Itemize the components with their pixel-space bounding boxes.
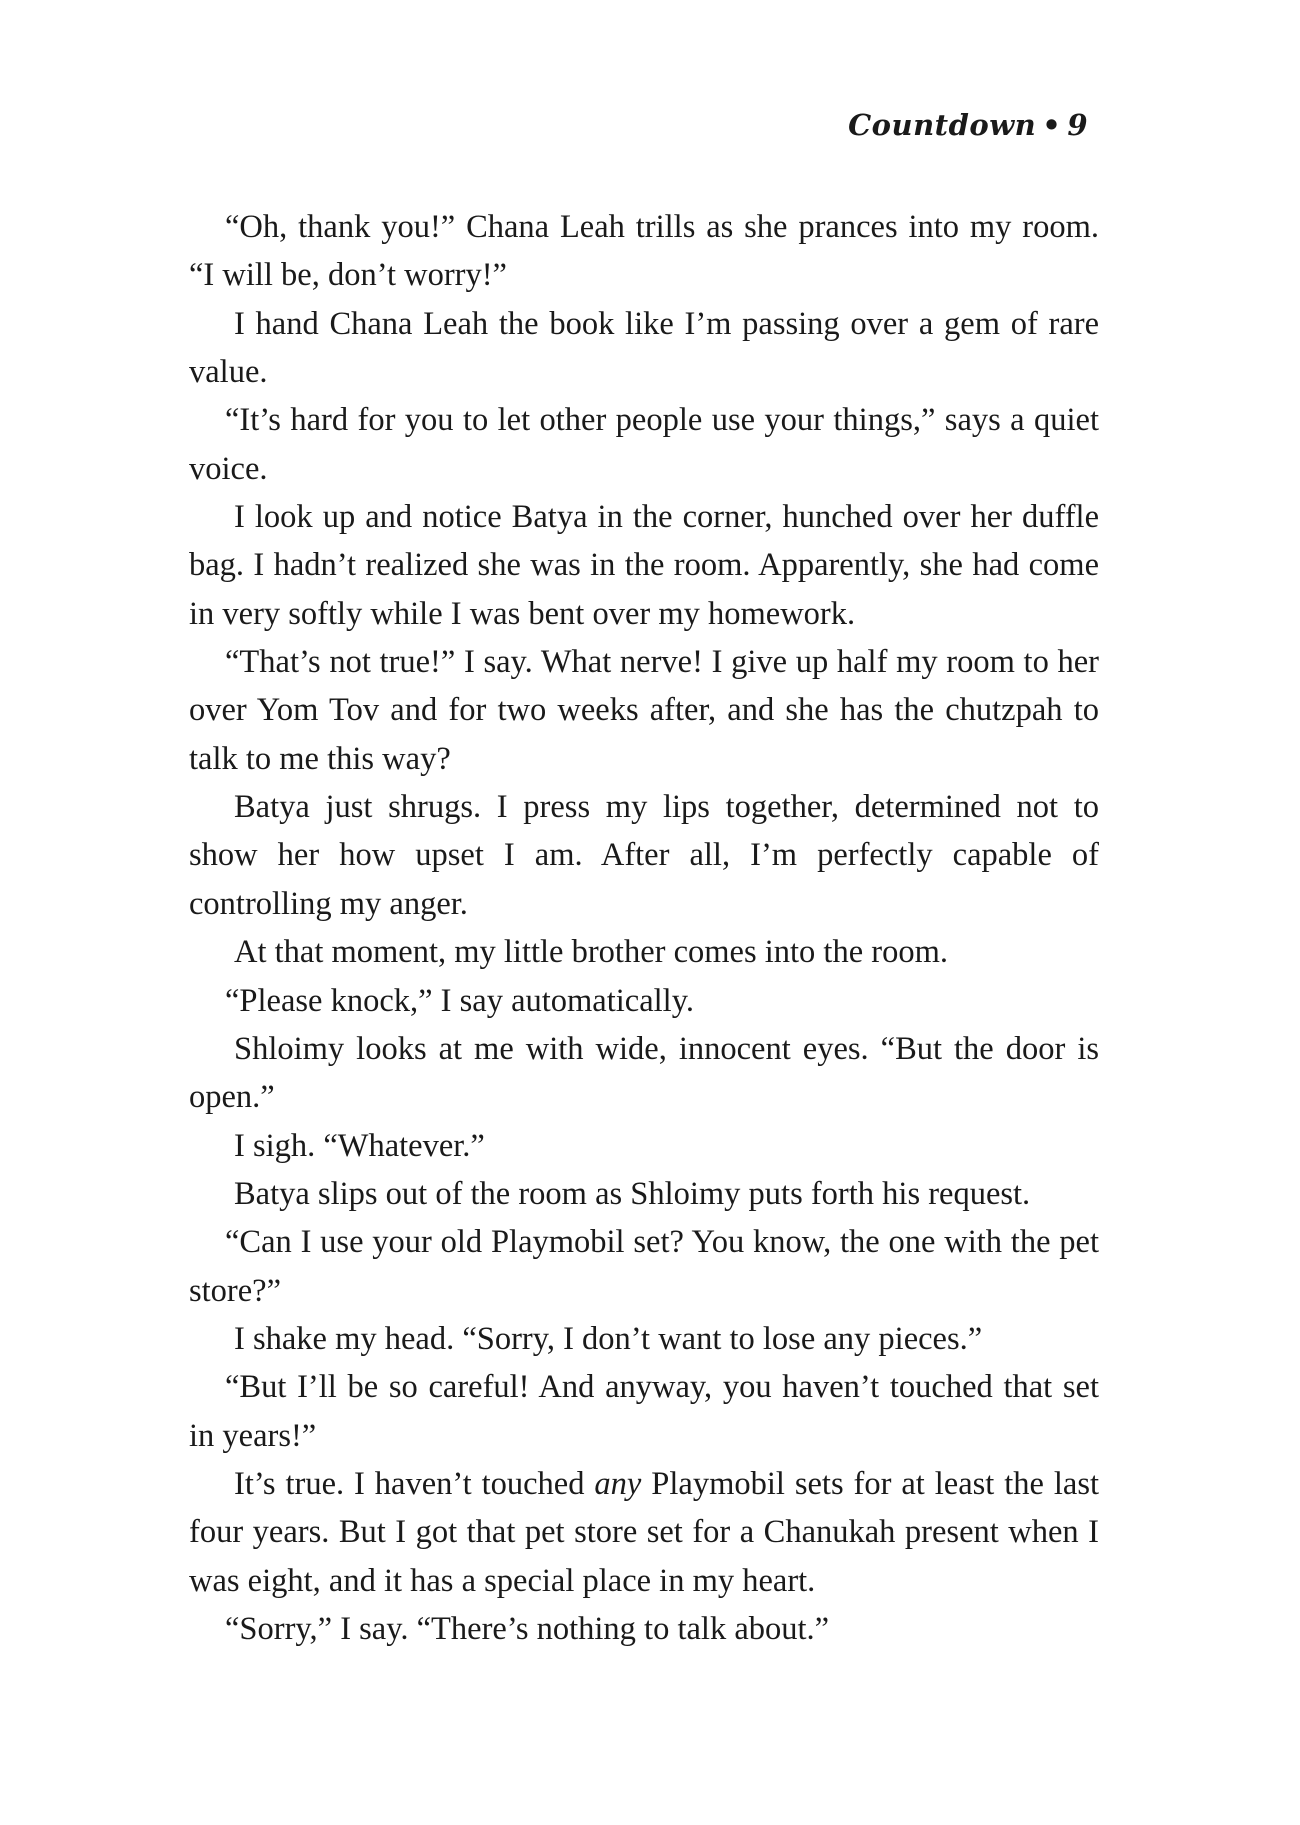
paragraph: I hand Chana Leah the book like I’m passing over a gem of rare value. bbox=[189, 305, 1099, 391]
paragraph: Batya just shrugs. I press my lips together, determined not to show her how upset I am. After all, I’m perfectly capable of controlling my anger. bbox=[189, 789, 1099, 922]
running-head bbox=[848, 108, 1088, 142]
running-head-separator: • bbox=[1042, 108, 1062, 142]
paragraph: “It’s hard for you to let other people use your things,” says a quiet voice. bbox=[189, 402, 1099, 487]
paragraph: “Can I use your old Playmobil set? You know, the one with the pet store?” bbox=[189, 1224, 1099, 1309]
running-head-title: Countdown bbox=[848, 108, 1037, 142]
paragraph: “But I’ll be so careful! And anyway, you haven’t touched that set in years!” bbox=[189, 1369, 1099, 1454]
paragraph-text-after: Playmobil sets for at least the last four years. But I got that pet store set for a Chanukah present when I was eight, and it has a special place in my heart. bbox=[189, 1465, 1099, 1599]
paragraph: I shake my head. “Sorry, I don’t want to lose any pieces.” bbox=[234, 1320, 983, 1357]
paragraph: “Oh, thank you!” Chana Leah trills as she prances into my room. “I will be, don’t worry!” bbox=[189, 209, 1099, 294]
paragraph: Batya slips out of the room as Shloimy puts forth his request. bbox=[234, 1175, 1031, 1212]
paragraph: I look up and notice Batya in the corner, hunched over her duffle bag. I hadn’t realized she was in the room. Apparently, she had come in very softly while I was bent over my homework. bbox=[189, 499, 1099, 632]
body-text bbox=[189, 203, 1099, 1653]
paragraph: At that moment, my little brother comes into the room. bbox=[234, 934, 948, 971]
paragraph: “Please knock,” I say automatically. bbox=[225, 982, 694, 1019]
paragraph: “That’s not true!” I say. What nerve! I give up half my room to her over Yom Tov and for two weeks after, and she has the chutzpah to talk to me this way? bbox=[189, 644, 1099, 777]
emphasized-word: any bbox=[594, 1465, 642, 1502]
paragraph bbox=[189, 1460, 1099, 1605]
paragraph-text-before: It’s true. I haven’t touched bbox=[234, 1465, 595, 1502]
paragraph: “Sorry,” I say. “There’s nothing to talk about.” bbox=[225, 1610, 830, 1647]
paragraph: Shloimy looks at me with wide, innocent eyes. “But the door is open.” bbox=[189, 1030, 1099, 1116]
page-number: 9 bbox=[1067, 108, 1088, 142]
paragraph: I sigh. “Whatever.” bbox=[234, 1127, 485, 1164]
